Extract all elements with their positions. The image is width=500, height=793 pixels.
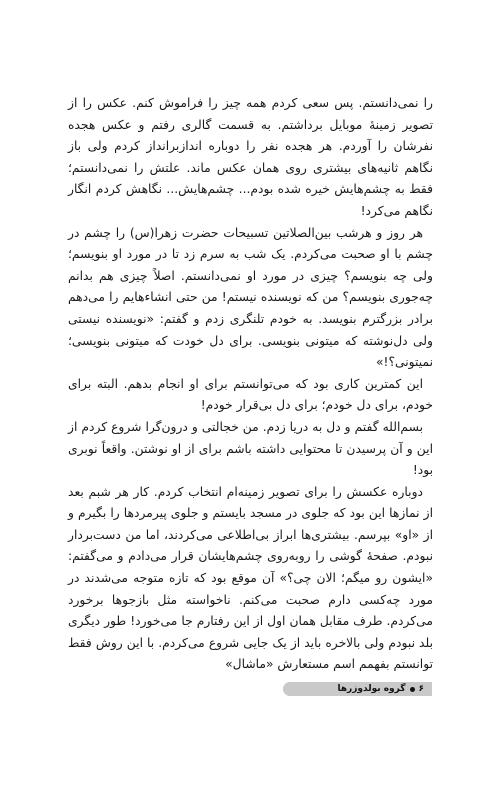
page-number: ۶ xyxy=(418,684,424,694)
paragraph-3: این کمترین کاری بود که می‌توانستم برای او انجام بدهم. البته برای خودم، برای دل خودم؛ برای دل بی‌قرار خودم! xyxy=(68,376,433,413)
footer-title: گروه بولدوزرها xyxy=(337,684,406,694)
bullet-dot-icon xyxy=(410,687,415,692)
paragraph-1: را نمی‌دانستم. پس سعی کردم همه چیز را فراموش کنم. عکس را از تصویر زمینهٔ موبایل برداشتم. به قسمت گالری رفتم و عکس هجده نفرشان را آوردم. هر هجده نفر را دوباره اندازبرانداز کردم ولی باز نگاهم ثانیه‌های بیشتری روی همان عکس ماند. علتش را نمی‌دانستم؛ فقط به چشم‌هایش خیره شده بودم... چشم‌هایش... نگاهش کردم انگار نگاهم می‌کرد! xyxy=(68,96,433,218)
paragraph-4: بسم‌الله گفتم و دل به دریا زدم. من خجالتی و درون‌گرا شروع کردم از این و آن پرسیدن تا محتوایی داشته باشم برای از او نوشتن. واقعاً نوبری بود! xyxy=(68,419,433,478)
paragraph-2: هر روز و هرشب بین‌الصلاتین تسبیحات حضرت زهرا(س) را چشم در چشم با او صحبت می‌کردم. یک شب به سرم زد تا در مورد او بنویسم؛ ولی چه بنویسم؟ چیزی در مورد او نمی‌دانستم. اصلاً چیزی هم بدانم چه‌جوری بنویسم؟ من که نویسنده نیستم! من حتی انشاءهایم را می‌دهم برادر بزرگترم بنویسد. به خودم تلنگری زدم و گفتم: «نویسنده نیستی ولی دل‌نوشته که میتونی بنویسی. برای دل خودت که میتونی بنویسی؛ نمیتونی؟!» xyxy=(68,225,433,370)
body-text xyxy=(68,93,433,676)
paragraph-5: دوباره عکسش را برای تصویر زمینه‌ام انتخاب کردم. کار هر شبم بعد از نمازها این بود که جلوی در مسجد بایستم و جلوی پیرمردها را بگیرم و از «او» بپرسم. بیشتری‌ها ابراز بی‌اطلاعی می‌کردند، اما من دست‌بردار نبودم. صفحهٔ گوشی را روبه‌روی چشم‌هایشان قرار می‌دادم و می‌گفتم: «ایشون رو میگم؛ الان چی؟» آن موقع بود که تازه متوجه می‌شدند در مورد چه‌کسی دارم صحبت می‌کنم. ناخواسته مثل بازجوها برخورد می‌کردم. طرف مقابل همان اول از این رفتارم جا می‌خورد! طور دیگری بلد نبودم ولی بالاخره باید از یک جایی شروع می‌کردم. با این روش فقط توانستم بفهمم اسم مستعارش «ماشال» xyxy=(68,484,433,672)
page-footer xyxy=(283,682,432,696)
